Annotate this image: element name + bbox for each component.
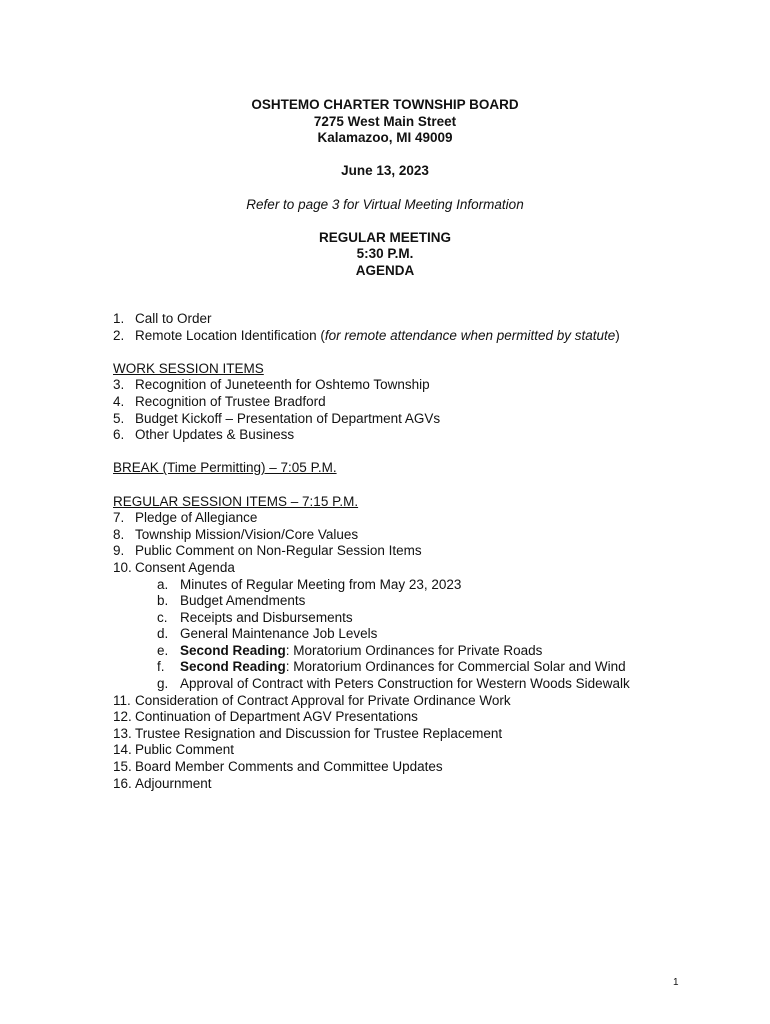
second-reading-label: Second Reading [180,642,286,658]
consent-subitem [113,576,462,594]
agenda-header [0,97,770,280]
item-text: Trustee Resignation and Discussion for Trustee Replacement [135,725,503,741]
item-number: 15. [113,759,132,775]
item-italic-note: for remote attendance when permitted by statute [324,327,616,343]
agenda-title: AGENDA [355,262,415,278]
meeting-type: REGULAR MEETING [318,229,451,245]
subitem-text: Second Reading: Moratorium Ordinances for Private Roads [180,642,543,658]
agenda-item [113,327,620,345]
item-text: Call to Order [135,311,212,326]
agenda-item [113,709,418,726]
item-text: Public Comment on Non-Regular Session Items [135,543,422,559]
subitem-text: Second Reading: Moratorium Ordinances for Commercial Solar and Wind [180,659,626,675]
page-number: 1 [673,977,679,988]
agenda-body [113,311,630,792]
item-text: Recognition of Trustee Bradford [135,393,326,409]
work-session-heading: WORK SESSION ITEMS [113,360,264,376]
item-text: Continuation of Department AGV Presentations [135,709,418,725]
subitem-letter: g. [157,676,169,692]
org-name: OSHTEMO CHARTER TOWNSHIP BOARD [251,97,519,112]
item-number: 12. [113,709,132,725]
item-number: 4. [113,393,125,409]
item-text: Public Comment [135,742,235,758]
subitem-text: Budget Amendments [180,593,306,609]
item-number: 1. [113,311,125,326]
agenda-item [113,510,358,527]
consent-subitem [113,659,626,676]
agenda-item [113,759,443,776]
item-number: 11. [113,692,131,708]
subitem-text: General Maintenance Job Levels [180,626,378,642]
subitem-letter: e. [157,642,169,658]
consent-subitem [113,626,378,643]
agenda-item [113,410,441,428]
subitem-letter: c. [157,609,168,625]
break-line: BREAK (Time Permitting) – 7:05 P.M. [113,460,337,476]
item-text: Adjournment [135,775,212,791]
agenda-item [113,725,503,743]
agenda-item [113,311,358,328]
address-line-2: Kalamazoo, MI 49009 [317,130,453,146]
agenda-item [113,543,422,560]
item-text: Other Updates & Business [135,427,295,443]
item-number: 14. [113,742,132,758]
item-number: 5. [113,410,125,426]
address-line-1: 7275 West Main Street [313,113,457,129]
item-number: 16. [113,775,132,791]
agenda-item [113,394,358,411]
item-number: 10. [113,559,132,575]
item-number: 7. [113,510,125,526]
agenda-item [113,377,430,394]
agenda-item [113,776,358,793]
item-text: Board Member Comments and Committee Updates [135,759,443,775]
item-text: Consent Agenda [135,559,235,575]
consent-subitem [113,676,630,693]
virtual-meeting-note: Refer to page 3 for Virtual Meeting Information [246,196,524,212]
agenda-item [113,692,511,710]
item-text: Pledge of Allegiance [135,510,258,526]
subitem-letter: f. [157,659,165,675]
meeting-date: June 13, 2023 [341,163,429,179]
item-text: Budget Kickoff – Presentation of Department AGVs [135,410,441,426]
item-number: 13. [113,725,132,741]
second-reading-label: Second Reading [180,659,286,675]
subitem-text: Receipts and Disbursements [180,609,353,625]
agenda-item [113,527,358,544]
agenda-item [113,742,358,759]
subitem-letter: d. [157,626,169,642]
agenda-item [113,560,358,577]
subitem-letter: b. [157,593,169,609]
agenda-item [113,427,358,444]
item-number: 6. [113,427,125,443]
consent-subitem [113,593,358,610]
item-number: 8. [113,526,125,542]
subitem-text: Approval of Contract with Peters Construction for Western Woods Sidewalk [180,676,630,692]
item-text: Consideration of Contract Approval for Private Ordinance Work [135,692,511,708]
consent-subitem [113,642,543,660]
item-number: 9. [113,543,125,559]
item-text: Recognition of Juneteenth for Oshtemo Township [135,377,430,393]
item-text: Remote Location Identification (for remote attendance when permitted by statute) [135,327,620,343]
item-text: Township Mission/Vision/Core Values [135,526,359,542]
consent-subitem [113,610,358,627]
item-number: 3. [113,377,125,393]
regular-session-heading: REGULAR SESSION ITEMS – 7:15 P.M. [113,493,359,509]
subitem-text: Minutes of Regular Meeting from May 23, 2023 [180,576,462,592]
meeting-time: 5:30 P.M. [356,246,414,262]
subitem-letter: a. [157,576,169,592]
item-number: 2. [113,327,125,343]
